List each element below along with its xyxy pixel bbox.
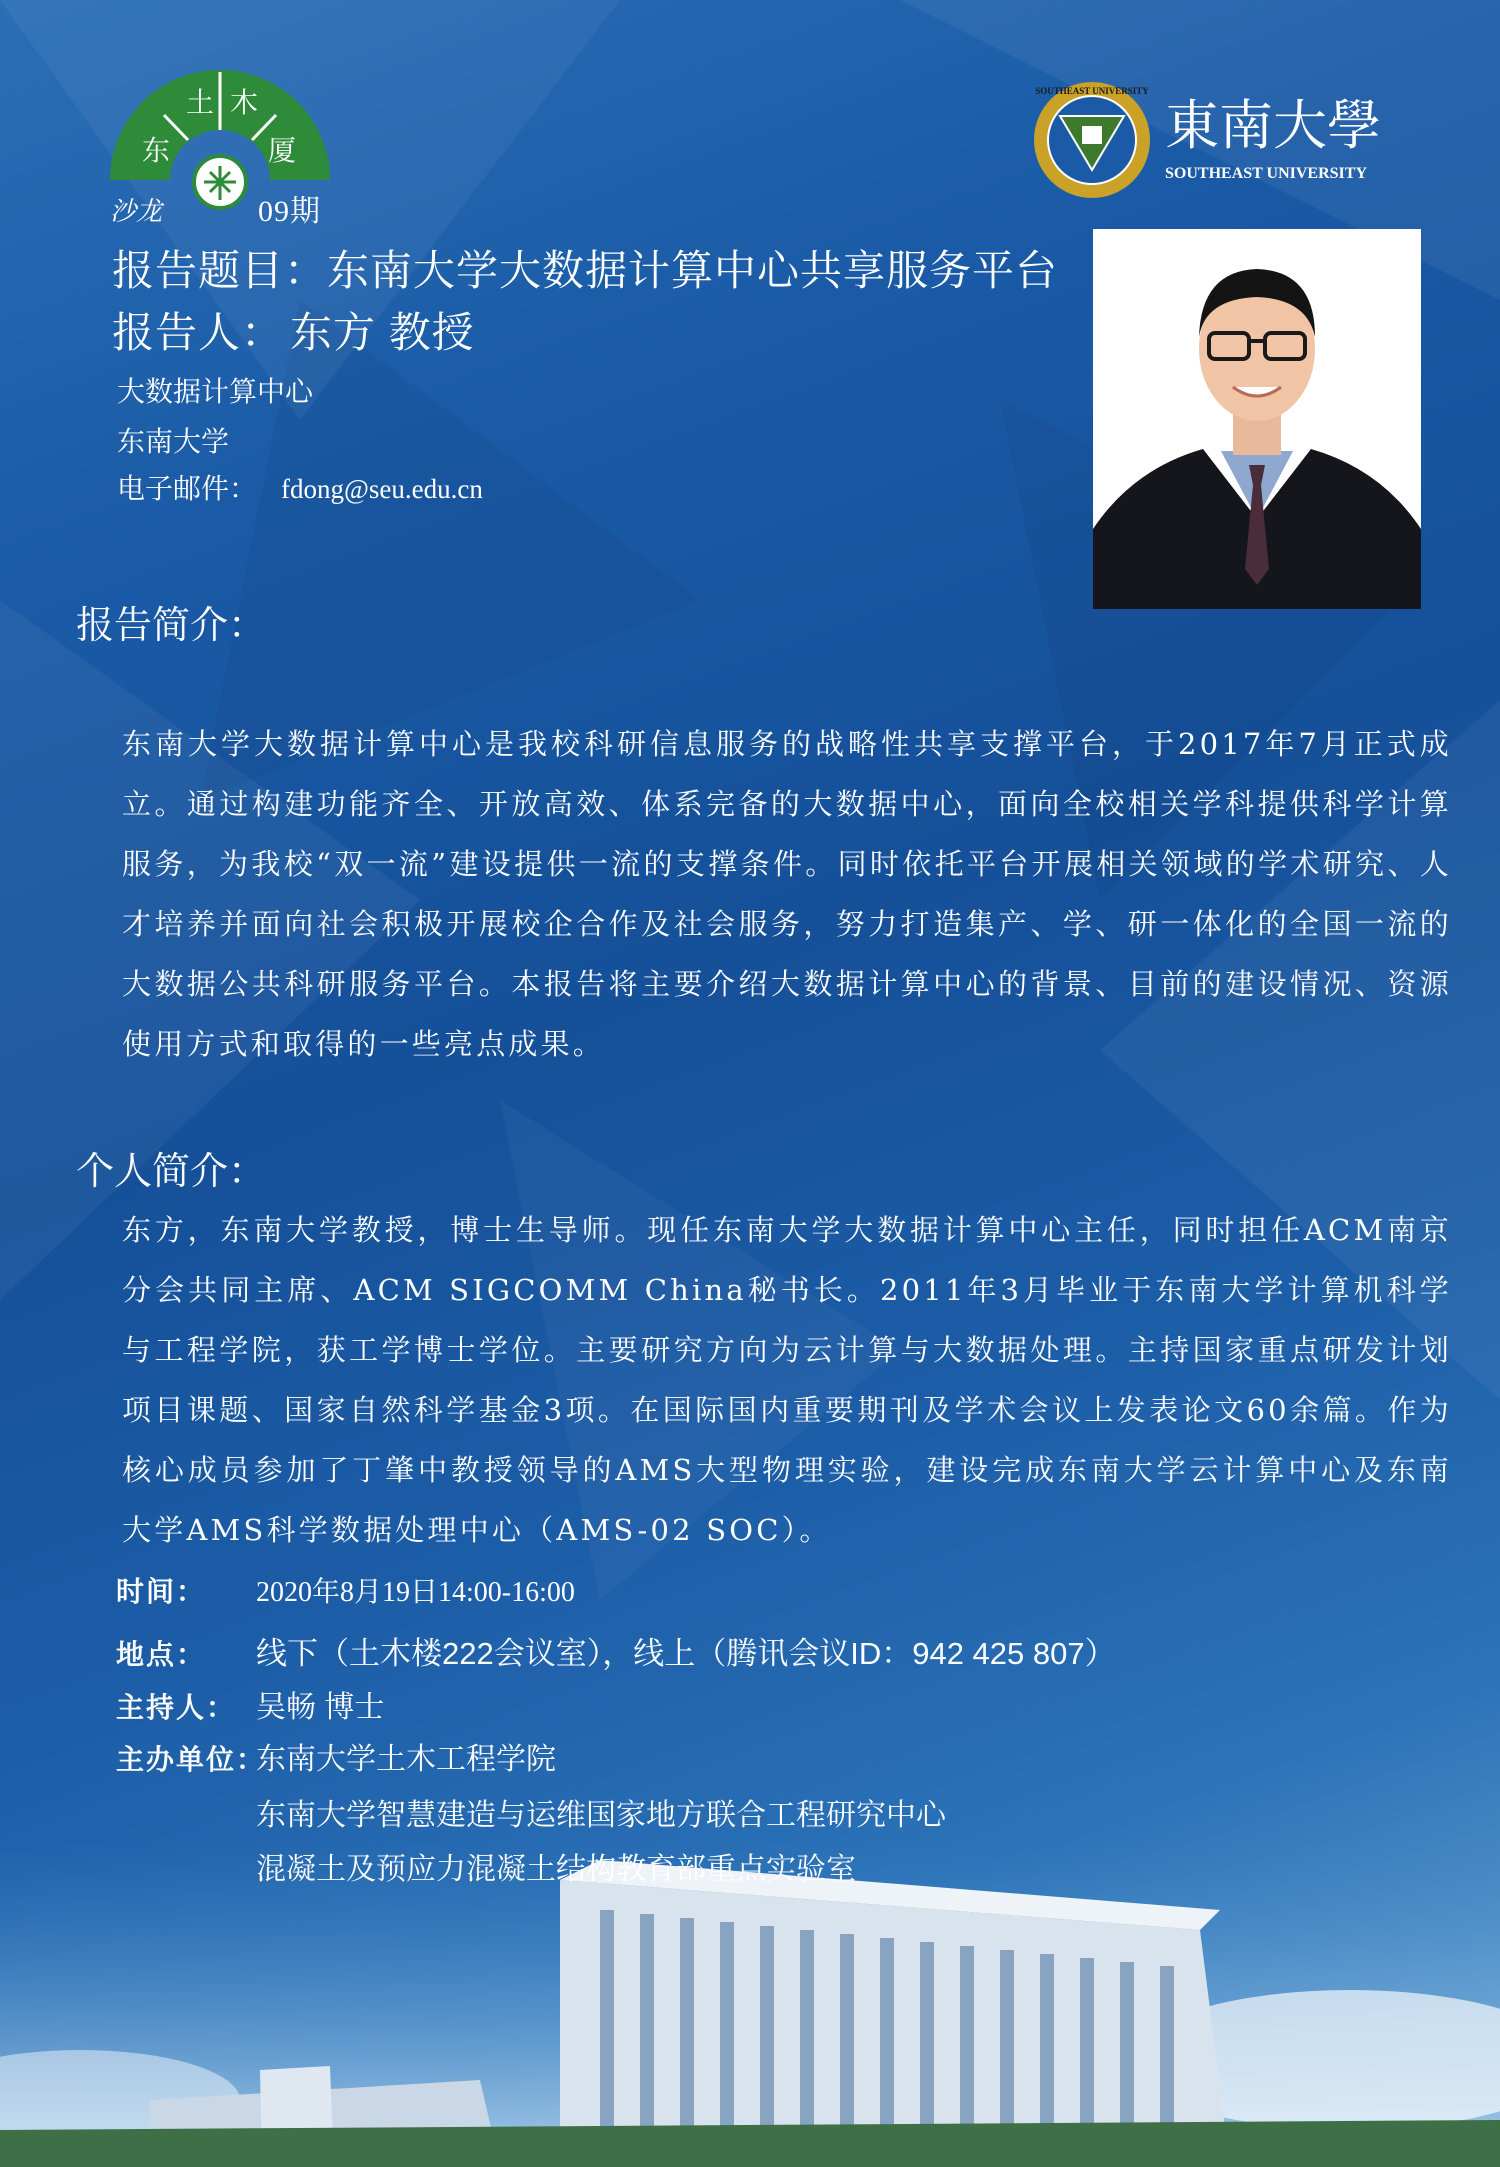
abstract-heading: 报告简介： bbox=[76, 605, 267, 647]
abstract-text: 东南大学大数据计算中心是我校科研信息服务的战略性共享支撑平台，于2017年7月正式成立。通过构建功能齐全、开放高效、体系完备的大数据中心，面向全校相关学科提供科学计算服务，为我校“双一流”建设提供一流的支撑条件。同时依托平台开展相关领域的学术研究、人才培养并面向社会积极开展校企合作及社会服务，努力打造集产、学、研一体化的全国一流的大数据公共科研服务平台。本报告将主要介绍大数据计算中心的背景、目前的建设情况、资源使用方式和取得的一些亮点成果。 bbox=[122, 727, 1452, 1061]
organizer-2: 东南大学智慧建造与运维国家地方联合工程研究中心 bbox=[256, 1799, 946, 1832]
email-link[interactable]: fdong@seu.edu.cn bbox=[281, 474, 483, 504]
university-name-chinese: 東南大學 bbox=[1165, 94, 1381, 157]
time-value: 2020年8月19日14:00-16:00 bbox=[256, 1577, 575, 1608]
university-name-english: SOUTHEAST UNIVERSITY bbox=[1165, 165, 1367, 182]
time-label: 时间： bbox=[116, 1576, 207, 1607]
time-row bbox=[116, 1570, 575, 1610]
host-value: 吴畅 博士 bbox=[256, 1691, 385, 1724]
organizer-3: 混凝土及预应力混凝土结构教育部重点实验室 bbox=[256, 1853, 856, 1886]
salon-char-4: 厦 bbox=[268, 134, 297, 167]
affiliation-department: 大数据计算中心 bbox=[117, 376, 314, 407]
organizer-label: 主办单位： bbox=[116, 1744, 267, 1775]
organizer-row bbox=[116, 1734, 556, 1778]
speaker-label: 报告人： bbox=[112, 309, 285, 356]
salon-char-3: 木 bbox=[230, 86, 259, 119]
place-label: 地点： bbox=[116, 1639, 207, 1670]
campus-buildings-image bbox=[0, 1840, 1500, 2167]
bio-text: 东方，东南大学教授，博士生导师。现任东南大学大数据计算中心主任，同时担任ACM南京分会共同主席、ACM SIGCOMM China秘书长。2011年3月毕业于东南大学计算机科学与工程学院，获工学博士学位。主要研究方向为云计算与大数据处理。主持国家重点研发计划项目课题、国家自然科学基金3项。在国际国内重要期刊及学术会议上发表论文60余篇。作为核心成员参加了丁肇中教授领导的AMS大型物理实验，建设完成东南大学云计算中心及东南大学AMS科学数据处理中心（AMS-02 SOC）。 bbox=[122, 1213, 1452, 1547]
affiliation-university: 东南大学 bbox=[117, 426, 230, 457]
speaker-portrait bbox=[1093, 229, 1421, 609]
speaker-name: 东方 教授 bbox=[290, 309, 475, 356]
place-row bbox=[116, 1628, 1116, 1673]
email-label: 电子邮件： bbox=[117, 473, 258, 504]
email-row bbox=[117, 467, 483, 507]
southeast-university-logo bbox=[1030, 78, 1390, 208]
salon-subtext: 沙龙 bbox=[110, 197, 163, 227]
bio-heading: 个人简介： bbox=[76, 1151, 267, 1193]
salon-char-2: 土 bbox=[186, 86, 215, 119]
salon-char-1: 东 bbox=[142, 134, 171, 167]
place-value: 线下（土木楼222会议室），线上（腾讯会议ID：942 425 807） bbox=[256, 1636, 1116, 1671]
report-title-label: 报告题目： bbox=[112, 247, 328, 294]
report-title bbox=[112, 238, 1058, 298]
report-speaker bbox=[112, 300, 475, 360]
report-title-value: 东南大学大数据计算中心共享服务平台 bbox=[327, 247, 1059, 294]
issue-number: 09期 bbox=[258, 195, 321, 228]
host-label: 主持人： bbox=[116, 1692, 237, 1723]
seal-text: SOUTHEAST UNIVERSITY bbox=[1035, 86, 1149, 96]
organizer-1: 东南大学土木工程学院 bbox=[256, 1743, 556, 1776]
host-row bbox=[116, 1682, 384, 1726]
